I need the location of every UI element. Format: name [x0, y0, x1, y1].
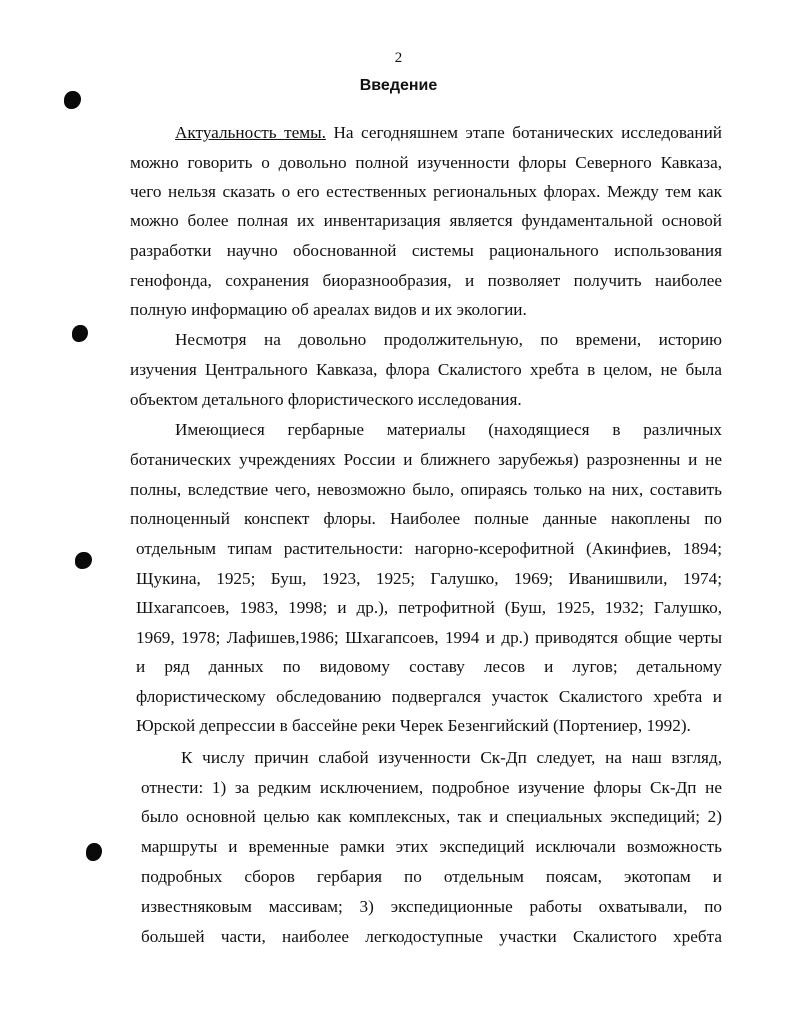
page-number: 2 — [394, 50, 403, 66]
text-line — [175, 123, 722, 143]
text-line: было основной целью как комплексных, так и специальных экспедиций; 2) — [141, 807, 722, 826]
page-title: Введение — [359, 77, 438, 94]
hole-punch-mark — [86, 843, 102, 861]
text-line: большей части, наиболее легкодоступные участки Скалистого хребта — [141, 927, 722, 946]
text-line: объектом детального флористического исследования. — [130, 390, 522, 409]
text-line: 1969, 1978; Лафишев,1986; Шхагапсоев, 1994 и др.) приводятся общие черты — [136, 628, 722, 647]
text-line: Несмотря на довольно продолжительную, по времени, историю — [175, 330, 722, 349]
text-line: отнести: 1) за редким исключением, подробное изучение флоры Ск-Дп не — [141, 778, 722, 797]
text-line: чего нельзя сказать о его естественных региональных флорах. Между тем как — [130, 182, 722, 201]
text-line: отдельным типам растительности: нагорно-ксерофитной (Акинфиев, 1894; — [136, 539, 722, 558]
text-line: генофонда, сохранения биоразнообразия, и позволяет получить наиболее — [130, 271, 722, 290]
text-line: полны, вследствие чего, невозможно было, опираясь только на них, составить — [130, 480, 722, 499]
text-line: можно более полная их инвентаризация является фундаментальной основой — [130, 211, 722, 230]
text-line: изучения Центрального Кавказа, флора Скалистого хребта в целом, не была — [130, 360, 722, 379]
text-line: разработки научно обоснованной системы рационального использования — [130, 241, 722, 260]
text-line: Юрской депрессии в бассейне реки Черек Безенгийский (Портениер, 1992). — [136, 716, 691, 735]
text-line: известняковым массивам; 3) экспедиционные работы охватывали, по — [141, 897, 722, 916]
text-line: подробных сборов гербария по отдельным поясам, экотопам и — [141, 867, 722, 886]
text-line: Шхагапсоев, 1983, 1998; и др.), петрофитной (Буш, 1925, 1932; Галушко, — [136, 598, 722, 617]
text-line: К числу причин слабой изученности Ск-Дп следует, на наш взгляд, — [181, 748, 722, 767]
text-line: можно говорить о довольно полной изученности флоры Северного Кавказа, — [130, 153, 722, 172]
text-line: полную информацию об ареалах видов и их экологии. — [130, 300, 527, 319]
text-line: и ряд данных по видовому составу лесов и лугов; детальному — [136, 657, 722, 676]
hole-punch-mark — [72, 325, 88, 342]
text-line: Имеющиеся гербарные материалы (находящиеся в различных — [175, 420, 722, 439]
text-line: маршруты и временные рамки этих экспедиций исключали возможность — [141, 837, 722, 856]
hole-punch-mark — [75, 552, 92, 569]
text-line: ботанических учреждениях России и ближнего зарубежья) разрозненны и не — [130, 450, 722, 469]
lead-label: Актуальность темы. — [175, 123, 326, 142]
text-line: Щукина, 1925; Буш, 1923, 1925; Галушко, 1969; Иванишвили, 1974; — [136, 569, 722, 588]
text-line-content: На сегодняшнем этапе ботанических исследований — [333, 123, 722, 142]
text-line: флористическому обследованию подвергался участок Скалистого хребта и — [136, 687, 722, 706]
text-line: полноценный конспект флоры. Наиболее полные данные накоплены по — [130, 509, 722, 528]
hole-punch-mark — [64, 91, 81, 109]
